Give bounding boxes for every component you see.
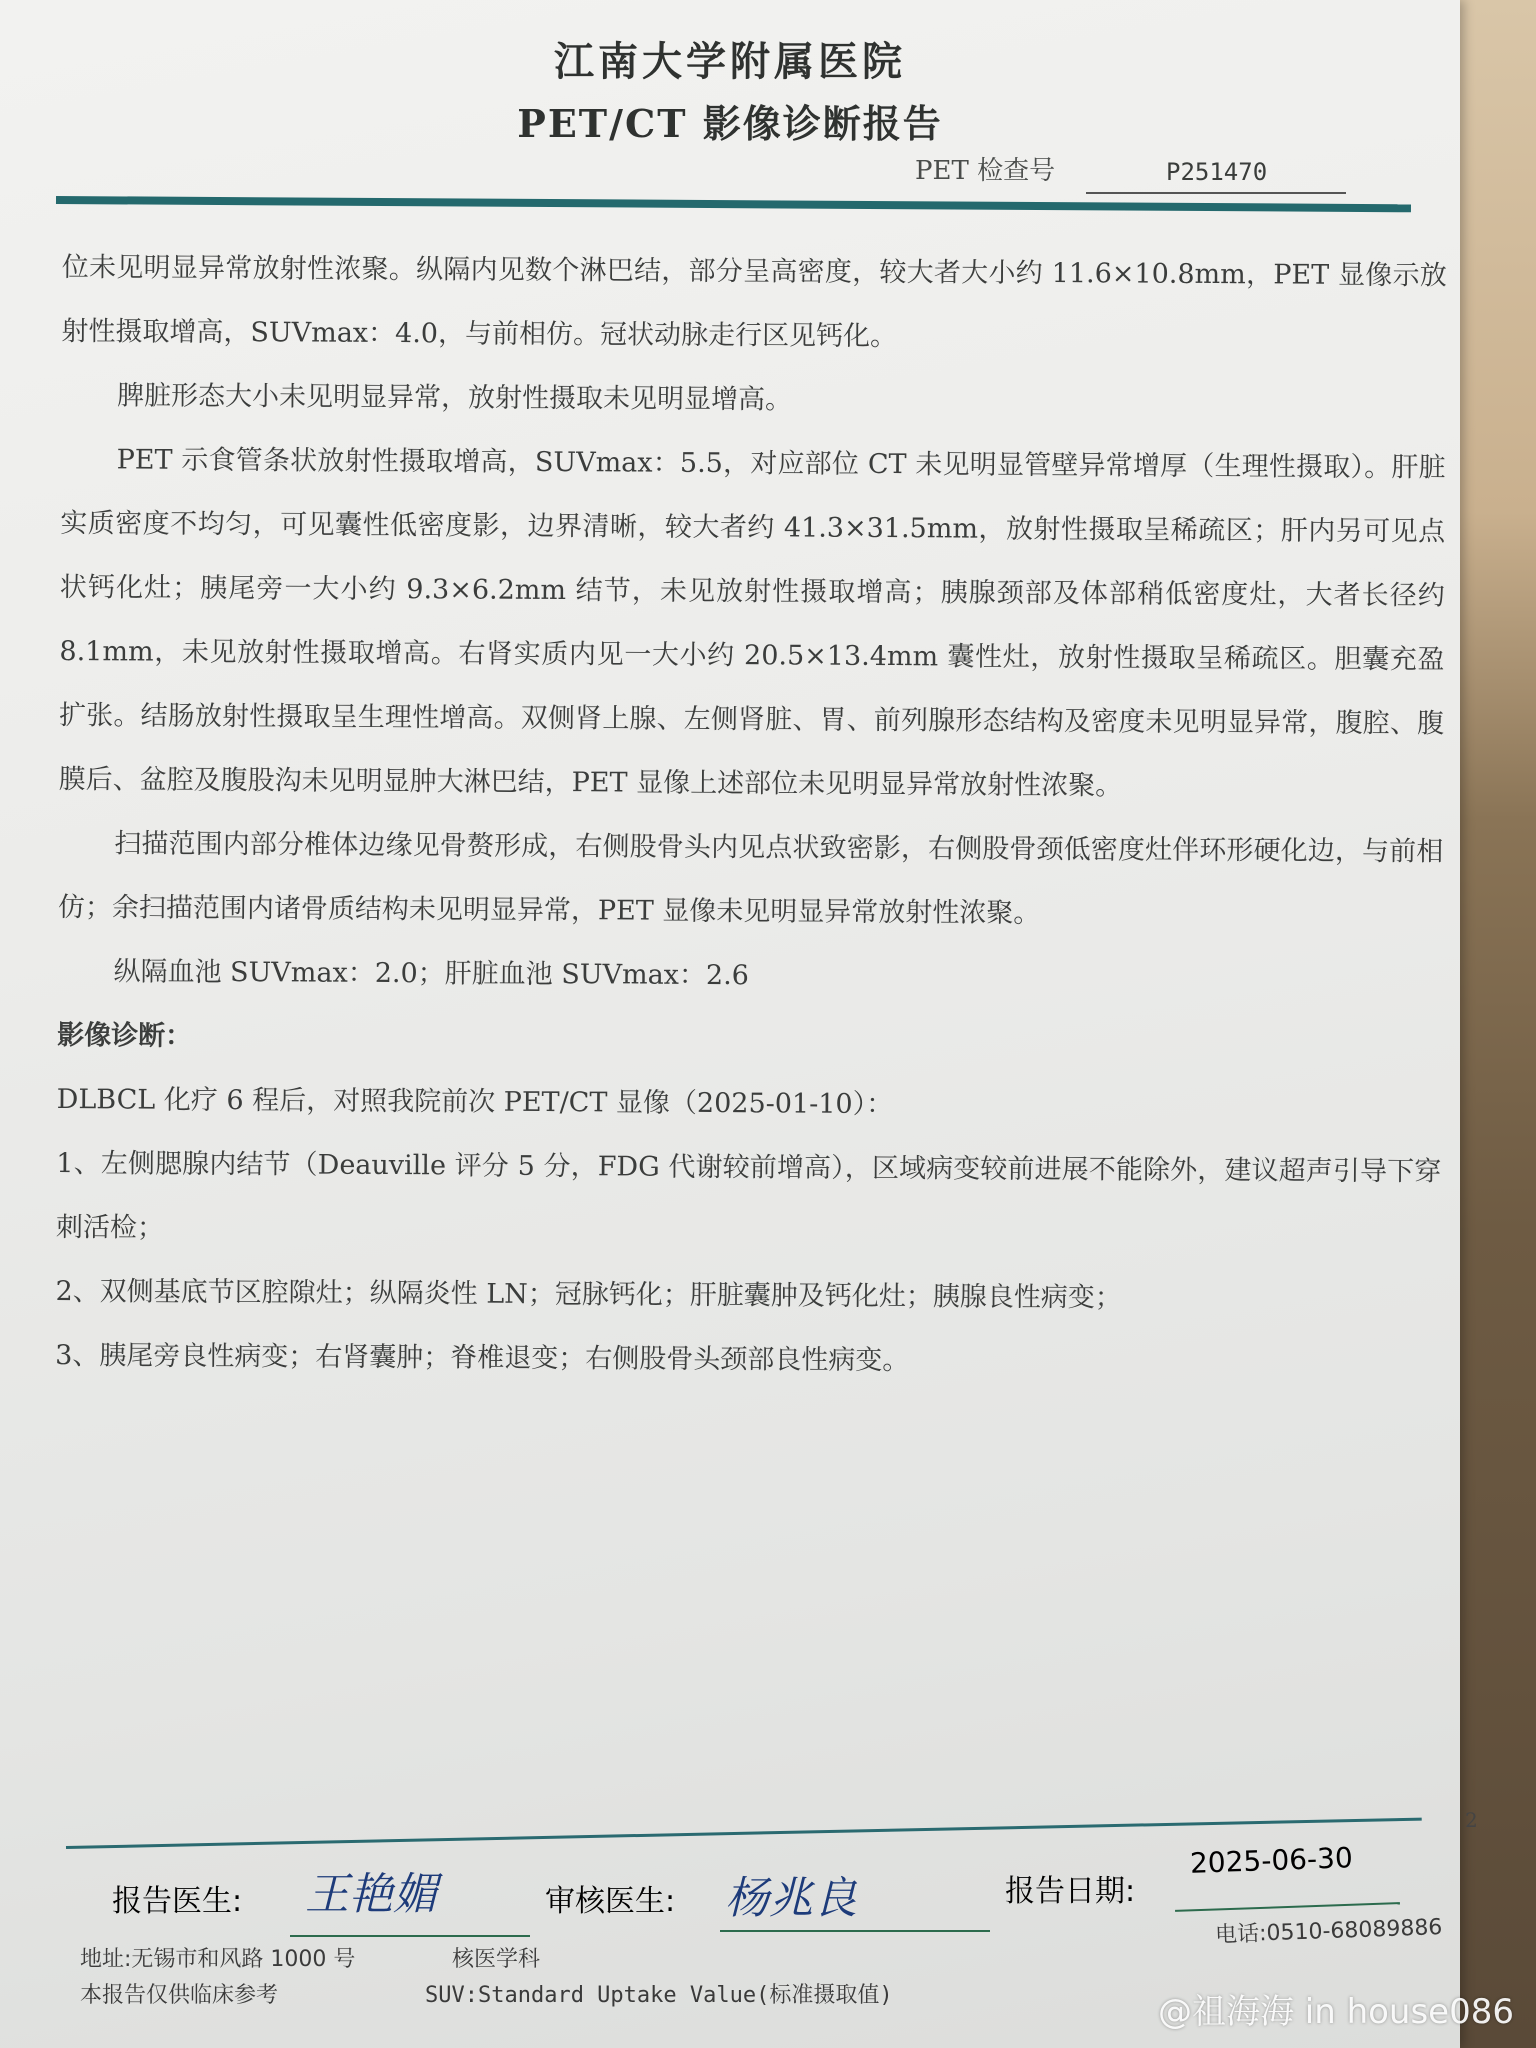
phone-number: 电话:0510-68089886: [1214, 1915, 1443, 1948]
reporter-signature-line: [290, 1935, 530, 1937]
hospital-name: 江南大学附属医院: [554, 38, 906, 85]
report-header: [0, 30, 1460, 148]
finding-paragraph: 扫描范围内部分椎体边缘见骨赘形成，右侧股骨头内见点状致密影，右侧股骨颈低密度灶伴环形硬化边，与前相仿；余扫描范围内诸骨质结构未见明显异常，PET 显像未见明显异常放射性浓聚。: [57, 828, 1444, 929]
diagnosis-item: 1、左侧腮腺内结节（Deauville 评分 5 分，FDG 代谢较前增高），区域病变较前进展不能除外，建议超声引导下穿刺活检；: [55, 1147, 1442, 1244]
diagnosis-item: 2、双侧基底节区腔隙灶；纵隔炎性 LN；冠脉钙化；肝脏囊肿及钙化灶；胰腺良性病变；: [55, 1275, 1122, 1314]
finding-paragraph: 脾脏形态大小未见明显异常，放射性摄取未见明显增高。: [116, 380, 793, 416]
report-date-label: 报告日期:: [1005, 1874, 1136, 1909]
finding-paragraph: 纵隔血池 SUVmax：2.0；肝脏血池 SUVmax：2.6: [113, 956, 749, 992]
reviewer-signature-line: [720, 1930, 990, 1932]
header-divider: [56, 196, 1411, 212]
finding-paragraph: PET 示食管条状放射性摄取增高，SUVmax：5.5，对应部位 CT 未见明显管壁异常增厚（生理性摄取）。肝脏实质密度不均匀，可见囊性低密度影，边界清晰，较大者约 41.3×31.5mm，放射性摄取呈稀疏区；肝内另可见点状钙化灶；胰尾旁一大小约 9.3×6.2mm 结节，未见放射性摄取增高；胰腺颈部及体部稍低密度灶，大者长径约 8.1mm，未见放射性摄取增高。右肾实质内见一大小约 20.5×13.4mm 囊性灶，放射性摄取呈稀疏区。胆囊充盈扩张。结肠放射性摄取呈生理性增高。双侧肾上腺、左侧肾脏、胃、前列腺形态结构及密度未见明显异常，腹腔、腹膜后、盆腔及腹股沟未见明显肿大淋巴结，PET 显像上述部位未见明显异常放射性浓聚。: [58, 444, 1446, 802]
exam-number-value: P251470: [1086, 158, 1346, 194]
department: 核医学科: [452, 1947, 541, 1972]
report-date-line: [1175, 1902, 1400, 1912]
report-body: [55, 236, 1447, 1396]
suv-note: SUV:Standard Uptake Value(标准摄取值): [425, 1983, 893, 2008]
watermark: @祖海海 in house086: [1157, 1992, 1514, 2032]
footer-divider: [66, 1818, 1422, 1849]
report-date-value: 2025-06-30: [1189, 1841, 1354, 1880]
finding-paragraph: 位未见明显异常放射性浓聚。纵隔内见数个淋巴结，部分呈高密度，较大者大小约 11.6×10.8mm，PET 显像示放射性摄取增高，SUVmax：4.0，与前相仿。冠状动脉走行区见钙化。: [61, 251, 1447, 353]
diagnosis-heading: 影像诊断：: [57, 1019, 193, 1052]
reviewer-signature: 杨兆良: [725, 1873, 857, 1924]
diagnosis-intro: DLBCL 化疗 6 程后，对照我院前次 PET/CT 显像（2025-01-10）：: [56, 1083, 894, 1121]
reviewer-label: 审核医生:: [545, 1884, 676, 1919]
disclaimer: 本报告仅供临床参考: [80, 1983, 279, 2008]
reporter-label: 报告医生:: [112, 1884, 243, 1919]
page-number: 2: [1465, 1808, 1478, 1832]
report-title: PET/CT 影像诊断报告: [517, 101, 943, 146]
reporter-signature: 王艳媚: [305, 1869, 437, 1920]
diagnosis-item: 3、胰尾旁良性病变；右肾囊肿；脊椎退变；右侧股骨头颈部良性病变。: [55, 1339, 910, 1377]
address: 地址:无锡市和风路 1000 号: [80, 1947, 356, 1972]
exam-number-label: PET 检查号: [915, 156, 1056, 186]
